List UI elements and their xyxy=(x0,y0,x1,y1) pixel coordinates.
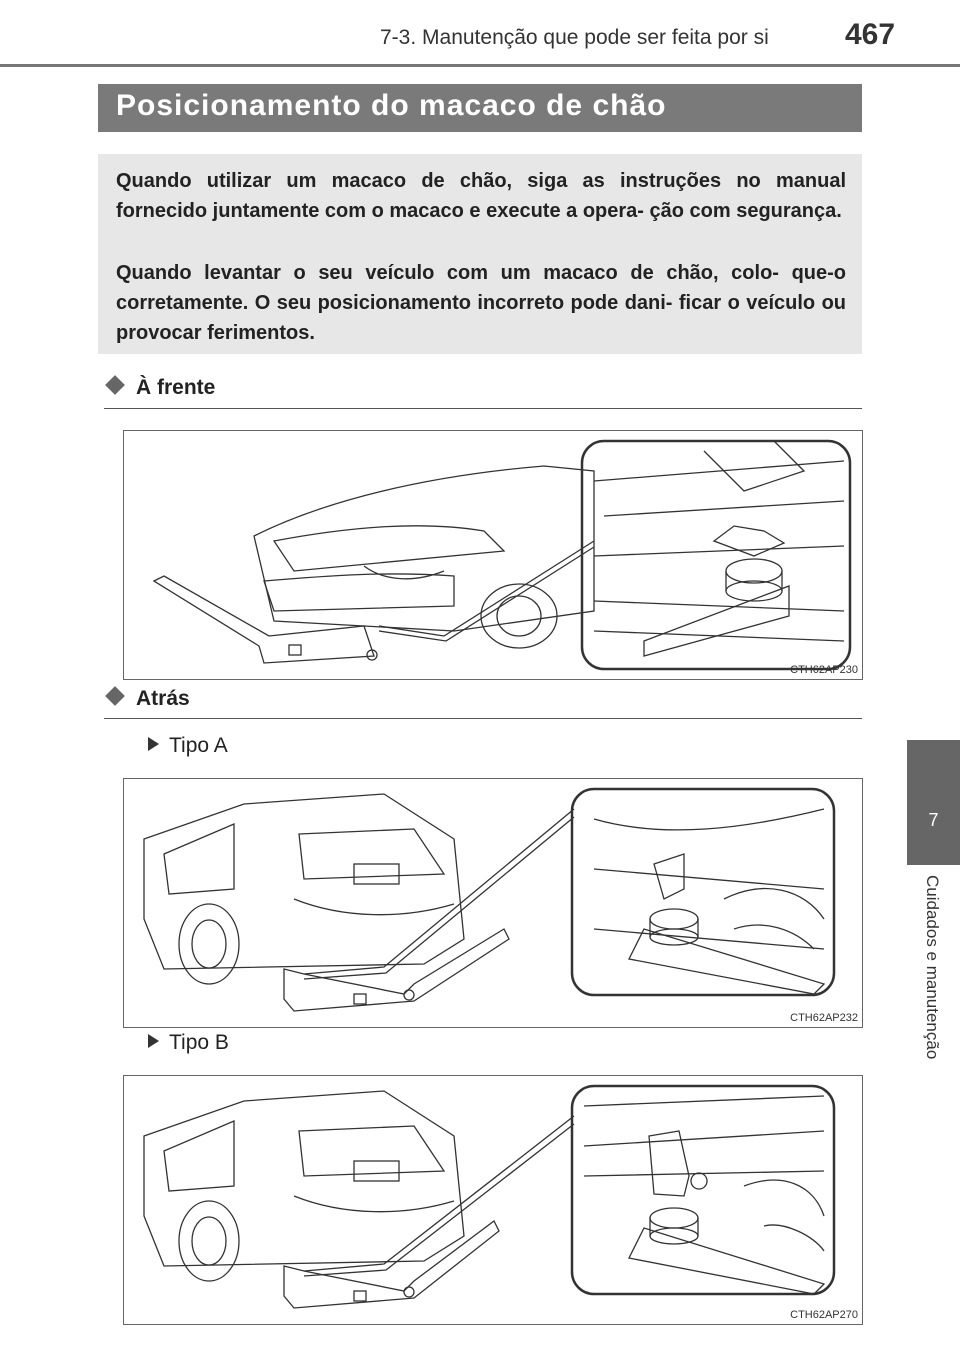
triangle-bullet-icon xyxy=(148,737,159,751)
figure-rear-type-b xyxy=(123,1075,863,1325)
figure-code: CTH62AP270 xyxy=(790,1309,858,1321)
intro-paragraph-2: Quando levantar o seu veículo com um macaco de chão, colo- que-o corretamente. O seu posicionamento incorreto pode dani- ficar o veículo ou provocar ferimentos. xyxy=(116,262,846,344)
diamond-bullet-icon xyxy=(105,686,125,706)
intro-paragraph-1: Quando utilizar um macaco de chão, siga as instruções no manual fornecido juntamente com o macaco e execute a opera- ção com segurança. xyxy=(116,170,846,222)
section-divider xyxy=(104,718,862,719)
diamond-bullet-icon xyxy=(105,375,125,395)
chapter-label xyxy=(912,875,952,1115)
page-title-bar xyxy=(98,84,862,132)
section-front-heading xyxy=(104,376,215,400)
header-divider xyxy=(0,64,960,67)
chapter-title: Cuidados e manutenção xyxy=(923,875,942,1060)
rear-car-type-b-illustration xyxy=(124,1076,862,1324)
type-b-label: Tipo B xyxy=(169,1031,229,1054)
chapter-tab xyxy=(907,740,960,865)
page-number: 467 xyxy=(845,18,896,51)
type-b-heading xyxy=(148,1031,229,1055)
figure-code: CTH62AP232 xyxy=(790,1012,858,1024)
intro-box xyxy=(98,154,862,354)
figure-front-jack-point xyxy=(123,430,863,680)
section-divider xyxy=(104,408,862,409)
figure-code: CTH62AP230 xyxy=(790,664,858,676)
page-title: Posicionamento do macaco de chão xyxy=(116,89,667,122)
rear-car-type-a-illustration xyxy=(124,779,862,1027)
section-rear-label: Atrás xyxy=(136,687,190,710)
chapter-number: 7 xyxy=(928,810,939,830)
figure-rear-type-a xyxy=(123,778,863,1028)
header-section-title: 7-3. Manutenção que pode ser feita por si xyxy=(380,26,769,49)
front-car-illustration xyxy=(124,431,862,679)
section-front-label: À frente xyxy=(136,376,216,399)
type-a-label: Tipo A xyxy=(169,734,228,757)
type-a-heading xyxy=(148,734,228,758)
triangle-bullet-icon xyxy=(148,1034,159,1048)
section-rear-heading xyxy=(104,687,190,711)
